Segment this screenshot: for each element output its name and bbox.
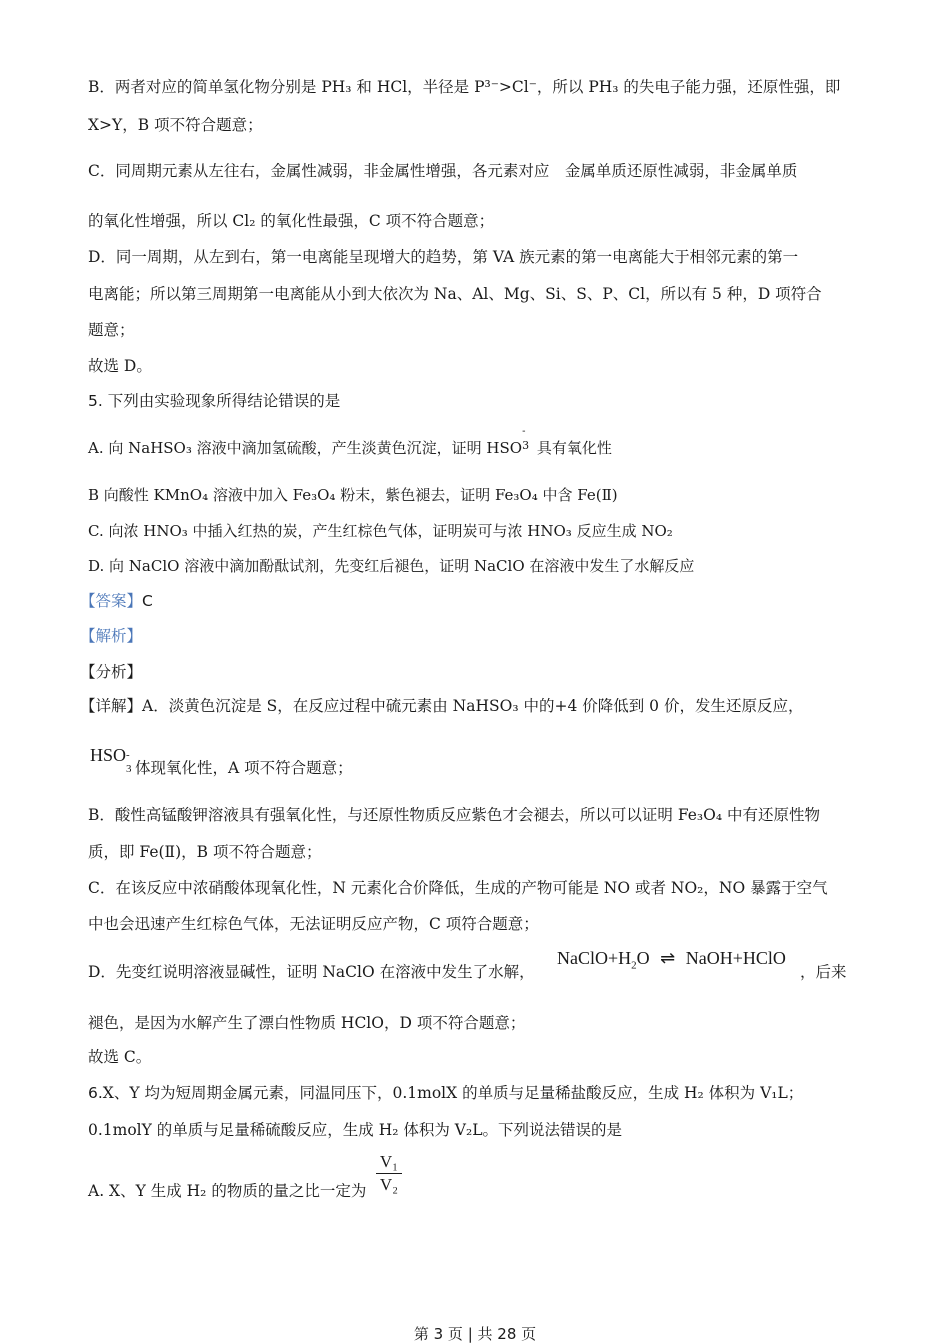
equation-sub: 2 [631, 959, 637, 972]
q6-stem-line1-text: X、Y 均为短周期金属元素，同温同压下，0.1molX 的单质与足量稀盐酸反应，生成 H₂ 体积为 V₁L； [102, 1084, 804, 1102]
fraction-bar [376, 1173, 402, 1174]
prev-explanation-c-line2: 的氧化性增强，所以 Cl₂ 的氧化性最强，C 项不符合题意； [88, 212, 495, 230]
q5-stem-text: 下列由实验现象所得结论错误的是 [107, 392, 341, 410]
detail-a-chem-sub: 3 [126, 763, 132, 775]
detail-d-line1: D．先变红说明溶液显碱性，证明 NaClO 在溶液中发生了水解， [88, 963, 535, 981]
q6-option-a-fraction [376, 1152, 402, 1195]
detail-c-line2: 中也会迅速产生红棕色气体，无法证明反应产物，C 项符合题意； [88, 915, 539, 933]
fraction-numerator: V₁ [379, 1152, 399, 1171]
prev-explanation-d-line3: 题意； [88, 321, 135, 339]
answer-value: C [142, 592, 153, 610]
q5-option-a-post: 具有氧化性 [536, 439, 612, 457]
q6-number: 6. [88, 1084, 103, 1102]
equation-right: NaOH+HClO [685, 948, 786, 968]
detail-b-line1: B．酸性高锰酸钾溶液具有强氧化性，与还原性物质反应紫色才会褪去，所以可以证明 Fe₃O₄ 中有还原性物 [88, 806, 820, 824]
detail-a-chem-formula [90, 745, 136, 775]
answer-label: 【答案】 [80, 592, 143, 610]
detail-d-line1-end: ，后来 [800, 963, 847, 981]
q5-option-b: B 向酸性 KMnO₄ 溶液中加入 Fe₃O₄ 粉末，紫色褪去，证明 Fe₃O₄ 中含 Fe(Ⅱ) [88, 486, 618, 504]
prev-explanation-c-line1: C．同周期元素从左往右，金属性减弱，非金属性增强，各元素对应 金属单质还原性减弱，非金属单质 [88, 162, 798, 180]
analysis-label: 【解析】 [80, 627, 143, 645]
q5-option-a [88, 426, 612, 459]
detail-c-line1: C．在该反应中浓硝酸体现氧化性，N 元素化合价降低，生成的产物可能是 NO 或者 NO₂，NO 暴露于空气 [88, 879, 828, 897]
q6-stem-line2: 0.1molY 的单质与足量稀硫酸反应，生成 H₂ 体积为 V₂L。下列说法错误的是 [88, 1121, 623, 1139]
equation-o: O [636, 948, 650, 968]
q5-stem [88, 390, 340, 412]
q5-answer [80, 590, 153, 612]
hydrolysis-equation [557, 948, 786, 972]
q5-option-a-sub: 3 [522, 439, 530, 452]
q5-option-d: D. 向 NaClO 溶液中滴加酚酞试剂，先变红后褪色，证明 NaClO 在溶液中发生了水解反应 [88, 557, 695, 575]
detail-a-chem-text: HSO [90, 745, 127, 765]
fraction-denominator: V₂ [379, 1175, 399, 1194]
detail-a-line2: 体现氧化性，A 项不符合题意； [135, 759, 353, 777]
detail-d-line2: 褪色，是因为水解产生了漂白性物质 HClO，D 项不符合题意； [88, 1014, 526, 1032]
q5-option-c: C. 向浓 HNO₃ 中插入红热的炭，产生红棕色气体，证明炭可与浓 HNO₃ 反应生成 NO₂ [88, 522, 673, 540]
page-footer: 第 3 页 | 共 28 页 [413, 1325, 537, 1343]
equilibrium-arrow-icon: ⇌ [660, 948, 676, 968]
q5-conclusion: 故选 C。 [88, 1048, 152, 1066]
q5-option-a-text: A. 向 NaHSO₃ 溶液中滴加氢硫酸，产生淡黄色沉淀，证明 HSO [88, 439, 523, 457]
q6-option-a: A. X、Y 生成 H₂ 的物质的量之比一定为 [88, 1182, 367, 1200]
prev-conclusion: 故选 D。 [88, 357, 152, 375]
prev-explanation-b-line1: B．两者对应的简单氢化物分别是 PH₃ 和 HCl，半径是 P³⁻>Cl⁻，所以 PH₃ 的失电子能力强，还原性强，即 [88, 78, 841, 96]
q5-option-a-sup: - [522, 426, 526, 437]
fenxi-label: 【分析】 [80, 663, 143, 681]
detail-a-chem-sup: - [126, 749, 130, 761]
prev-explanation-d-line2: 电离能；所以第三周期第一电离能从小到大依次为 Na、Al、Mg、Si、S、P、Cl，所以有 5 种，D 项符合 [88, 285, 822, 303]
q6-stem-line1 [88, 1082, 803, 1104]
prev-explanation-d-line1: D．同一周期，从左到右，第一电离能呈现增大的趋势，第 VA 族元素的第一电离能大于相邻元素的第一 [88, 248, 799, 266]
detail-b-line2: 质，即 Fe(Ⅱ)，B 项不符合题意； [88, 843, 322, 861]
prev-explanation-b-line2: X>Y，B 项不符合题意； [88, 116, 263, 134]
equation-left: NaClO+H [557, 948, 632, 968]
detail-a-line1: 【详解】A．淡黄色沉淀是 S，在反应过程中硫元素由 NaHSO₃ 中的+4 价降低到 0 价，发生还原反应， [80, 697, 804, 715]
q5-number: 5. [88, 392, 103, 410]
